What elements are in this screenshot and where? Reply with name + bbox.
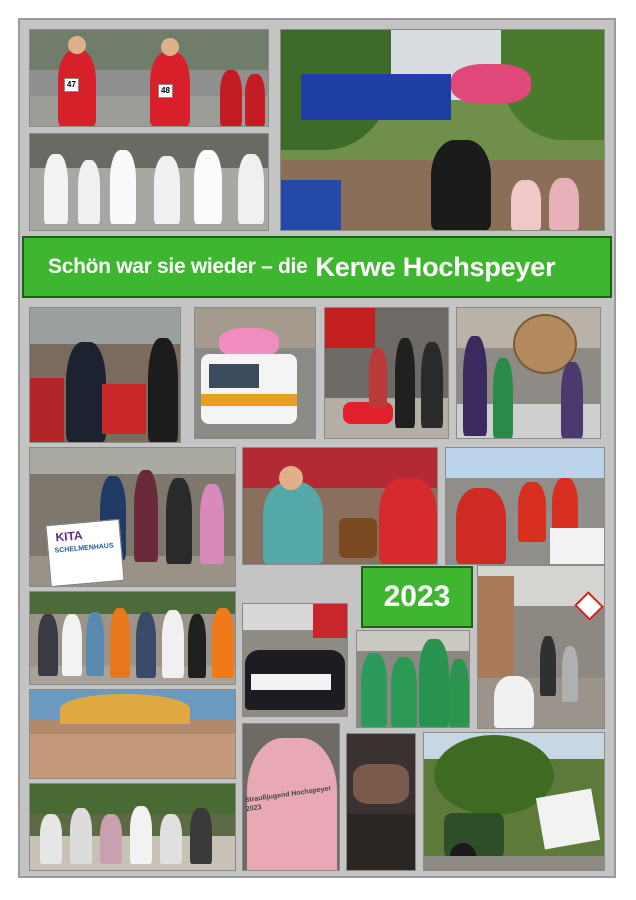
photo-street-crowd: [478, 566, 604, 728]
kita-sign-subtitle: SCHELMENHAUS: [54, 542, 114, 555]
bib-number: 47: [64, 78, 79, 92]
photo-pink-shirt: [243, 724, 339, 870]
photo-hammer-competition: [243, 448, 437, 564]
photo-green-shirt-group: [357, 631, 469, 727]
banner-text-intro: Schön war sie wieder – die: [48, 255, 308, 278]
photo-street-red-car: [325, 308, 448, 438]
photo-marching-band: [457, 308, 600, 438]
bib-number: 48: [158, 84, 173, 98]
photo-kerwe-tree-tractor: [424, 733, 604, 870]
photo-officials-group: [30, 592, 235, 684]
photo-van-parade: [195, 308, 315, 438]
banner-text-title: Kerwe Hochspeyer: [315, 251, 556, 282]
photo-grill: [347, 734, 415, 870]
title-banner: [22, 236, 612, 298]
photo-fire-brigade: [30, 308, 180, 442]
photo-red-shirts-wagon: [446, 448, 604, 564]
photo-kita-group: [30, 448, 235, 586]
kita-sign-title: KITA: [54, 528, 84, 545]
photo-runners-red: [30, 30, 268, 126]
photo-fair-crowd: [281, 30, 604, 230]
photo-carousel-crowd: [30, 690, 235, 778]
photo-runners-white: [30, 134, 268, 230]
year-badge: 2023: [361, 566, 473, 628]
photo-seated-group: [30, 784, 235, 870]
shirt-text: Straußjugend Hochspeyer 2023: [244, 785, 332, 814]
kita-sign: [45, 519, 124, 586]
photo-mercedes-car: [243, 604, 347, 716]
